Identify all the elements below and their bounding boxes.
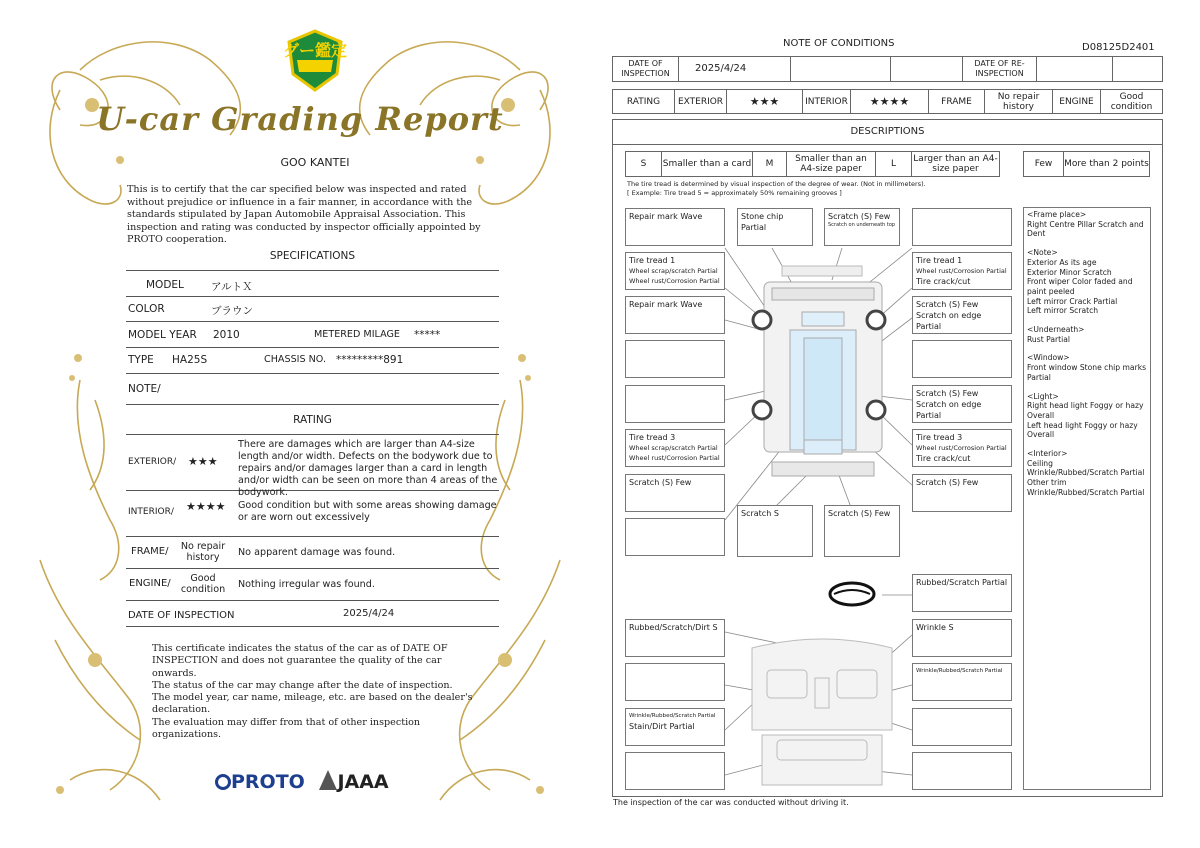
milage-value: ***** <box>414 329 441 341</box>
damage-box-empty-3 <box>912 340 1012 378</box>
damage-box-scratch-edge-2 <box>912 385 1012 423</box>
exterior-stars: ★★★ <box>188 455 218 468</box>
proto-logo-text: PROTO <box>231 771 305 793</box>
scratch-edge-1-label: Scratch (S) Few <box>916 300 979 309</box>
rating-row <box>612 89 1163 114</box>
damage-box-empty-5 <box>625 518 725 556</box>
tire1-right-b: Tire crack/cut <box>916 277 971 286</box>
model-year-label: MODEL YEAR <box>128 329 197 341</box>
disclaimer-line-3: The model year, car name, mileage, etc. are based on the dealer's declaration. <box>152 692 473 716</box>
condition-notes <box>1023 207 1151 790</box>
notes-window: Front window Stone chip marks Partial <box>1027 363 1147 382</box>
scratch-edge-1-sub: Scratch on edge Partial <box>916 311 982 331</box>
interior-rating-row <box>126 490 499 537</box>
frame-value: No repair history <box>180 541 226 563</box>
tire-note-1: The tire tread is determined by visual inspection of the degree of wear. (Not in millimeters). <box>627 180 926 188</box>
date-of-inspection-row <box>126 601 499 627</box>
legend-s: S <box>626 152 662 176</box>
legend-few-desc: More than 2 points <box>1064 159 1149 169</box>
type-value: HA25S <box>172 354 208 366</box>
proto-logo-icon <box>215 774 231 790</box>
color-label: COLOR <box>128 303 165 315</box>
interior-stars: ★★★★ <box>851 90 929 113</box>
type-row <box>126 348 499 374</box>
certificate-disclaimer <box>152 643 482 741</box>
tire3-left-b: Wheel rust/Corrosion Partial <box>629 454 720 462</box>
exterior-label: EXTERIOR <box>675 90 727 113</box>
disclaimer-line-1: This certificate indicates the status of the car as of DATE OF INSPECTION and does not guarantee the quality of the car onwards. <box>152 643 448 679</box>
damage-box-empty-8 <box>625 752 725 790</box>
notes-light: Right head light Foggy or hazy Overall Left head light Foggy or hazy Overall <box>1027 401 1144 440</box>
badge-text: グー鑑定 <box>282 41 348 60</box>
model-row <box>126 270 499 297</box>
damage-box-scratch-edge-1 <box>912 296 1012 334</box>
legend-l: L <box>876 152 912 176</box>
legend-few: Few <box>1024 152 1064 176</box>
tire3-right-label: Tire tread 3 <box>916 433 963 442</box>
damage-box-tire3-right <box>912 429 1012 467</box>
damage-box-tire1-left <box>625 252 725 290</box>
damage-box-repair-wave-1: Repair mark Wave <box>625 208 725 246</box>
model-year-row <box>126 322 499 348</box>
date-label: DATE OF INSPECTION <box>128 610 235 621</box>
damage-box-empty-2 <box>625 340 725 378</box>
report-subtitle: GOO KANTEI <box>280 156 350 169</box>
tire1-left-b: Wheel rust/Corrosion Partial <box>629 277 720 285</box>
damage-box-scratch-top-sub: Scratch on underneath top <box>828 222 896 228</box>
date-value: 2025/4/24 <box>343 608 395 619</box>
blank-cell-2 <box>891 57 963 81</box>
damage-box-repair-wave-2: Repair mark Wave <box>625 296 725 334</box>
scratch-edge-2-sub: Scratch on edge Partial <box>916 400 982 420</box>
scratch-edge-2-label: Scratch (S) Few <box>916 389 979 398</box>
damage-box-wrinkle-s: Wrinkle S <box>912 619 1012 657</box>
note-label: NOTE/ <box>128 383 161 395</box>
engine-label: ENGINE/ <box>129 578 171 589</box>
damage-box-empty-7 <box>912 708 1012 746</box>
engine-desc: Nothing irregular was found. <box>238 579 375 590</box>
legend-l-desc: Larger than an A4-size paper <box>913 154 998 174</box>
damage-box-wrinkle-right <box>912 663 1012 701</box>
engine-value: Good condition <box>180 573 226 595</box>
size-legend <box>625 151 1000 177</box>
note-of-conditions-title: NOTE OF CONDITIONS <box>783 38 895 49</box>
disclaimer-line-4: The evaluation may differ from that of other inspection organizations. <box>152 716 421 741</box>
legend-s-desc: Smaller than a card <box>662 152 753 176</box>
jaaa-logo-icon <box>319 770 337 790</box>
notes-interior-heading: <Interior> <box>1027 449 1068 459</box>
notes-note-heading: <Note> <box>1027 248 1058 258</box>
jaaa-logo-text: JAAA <box>337 771 389 793</box>
wrinkle-left-label: Wrinkle/Rubbed/Scratch Partial <box>629 713 716 719</box>
certify-text: This is to certify that the car specified below was inspected and rated without prejudice or influence in a fair manner, in accordance with the standards stipulated by Japan Automobile Appraisal Association. This inspection and rating was conducted by inspector officially appointed by PROTO cooperation. <box>127 184 481 245</box>
note-row <box>126 374 499 405</box>
damage-box-scratch-top <box>824 208 900 246</box>
damage-box-scratch-few-left: Scratch (S) Few <box>625 474 725 512</box>
specifications-heading: SPECIFICATIONS <box>269 250 356 262</box>
tire1-right-label: Tire tread 1 <box>916 256 963 265</box>
rating-heading: RATING <box>293 414 332 426</box>
logos <box>215 770 389 793</box>
legend-m-desc: Smaller than an A4-size paper <box>787 152 876 176</box>
damage-box-rubbed-dirt: Rubbed/Scratch/Dirt S <box>625 619 725 657</box>
disclaimer-line-2: The status of the car may change after the date of inspection. <box>152 679 453 691</box>
milage-label: METERED MILAGE <box>314 329 400 340</box>
damage-box-empty-1 <box>912 208 1012 246</box>
date-of-inspection-value: 2025/4/24 <box>679 57 791 81</box>
notes-underneath-heading: <Underneath> <box>1027 325 1085 335</box>
color-value: ブラウン <box>211 305 253 317</box>
tire3-left-label: Tire tread 3 <box>629 433 676 442</box>
tire3-left-a: Wheel scrap/scratch Partial <box>629 444 718 452</box>
inspection-footer: The inspection of the car was conducted without driving it. <box>613 798 849 807</box>
interior-stars: ★★★★ <box>186 500 226 513</box>
damage-box-empty-9 <box>912 752 1012 790</box>
damage-box-scratch-top-label: Scratch (S) Few <box>828 212 891 221</box>
reinspection-value-cell <box>1037 57 1113 81</box>
blank-cell-1 <box>791 57 891 81</box>
frame-label: FRAME <box>929 90 985 113</box>
tire-note-2: [ Example: Tire tread 5 = approximately 50% remaining grooves ] <box>627 189 842 197</box>
interior-label: INTERIOR <box>803 90 851 113</box>
damage-box-stain <box>625 708 725 746</box>
notes-underneath: Rust Partial <box>1027 334 1070 344</box>
notes-light-heading: <Light> <box>1027 391 1059 401</box>
color-row <box>126 296 499 322</box>
tire1-right-a: Wheel rust/Corrosion Partial <box>916 267 1007 275</box>
descriptions-heading: DESCRIPTIONS <box>612 119 1163 145</box>
stain-label: Stain/Dirt Partial <box>629 722 695 731</box>
notes-frame-heading: <Frame place> <box>1027 210 1087 219</box>
report-title: U-car Grading Report <box>96 100 504 138</box>
date-row <box>612 56 1163 82</box>
notes-note: Exterior As its age Exterior Minor Scratch Front wiper Color faded and paint peeled Left mirror Crack Partial Left mirror Scratch <box>1027 257 1133 316</box>
damage-box-scratch-s: Scratch S <box>737 505 813 557</box>
report-id: D08125D2401 <box>1082 42 1155 53</box>
damage-box-empty-4 <box>625 385 725 423</box>
model-value: アルトＸ <box>211 281 253 293</box>
notes-window-heading: <Window> <box>1027 353 1070 363</box>
damage-box-scratch-few-right: Scratch (S) Few <box>912 474 1012 512</box>
engine-label: ENGINE <box>1053 90 1101 113</box>
interior-label: INTERIOR/ <box>128 507 174 517</box>
type-label: TYPE <box>128 354 154 366</box>
date-of-inspection-label: DATE OF INSPECTION <box>613 57 679 81</box>
tire1-left-a: Wheel scrap/scratch Partial <box>629 267 718 275</box>
damage-box-tire3-left <box>625 429 725 467</box>
engine-value: Good condition <box>1110 91 1153 112</box>
interior-desc: Good condition but with some areas showing damage or are worn out excessively <box>238 500 497 523</box>
tire3-right-b: Tire crack/cut <box>916 454 971 463</box>
model-label: MODEL <box>146 279 184 291</box>
exterior-stars: ★★★ <box>727 90 803 113</box>
frame-rating-row <box>126 537 499 569</box>
damage-box-steering: Rubbed/Scratch Partial <box>912 574 1012 612</box>
exterior-label: EXTERIOR/ <box>128 457 177 467</box>
date-of-reinspection-label: DATE OF RE-INSPECTION <box>963 57 1037 81</box>
damage-box-stone-chip: Stone chip Partial <box>737 208 813 246</box>
car-top-view-icon <box>753 266 885 476</box>
legend-m: M <box>753 152 787 176</box>
damage-box-tire1-right <box>912 252 1012 290</box>
chassis-value: *********891 <box>336 354 404 366</box>
frame-desc: No apparent damage was found. <box>238 547 396 558</box>
chassis-label: CHASSIS NO. <box>264 354 327 365</box>
frame-value: No repair history <box>985 90 1053 113</box>
frame-label: FRAME/ <box>131 546 169 557</box>
car-interior-view-icon <box>752 639 892 785</box>
engine-rating-row <box>126 569 499 601</box>
tire1-left-label: Tire tread 1 <box>629 256 676 265</box>
notes-interior: Ceiling Wrinkle/Rubbed/Scratch Partial Other trim Wrinkle/Rubbed/Scratch Partial <box>1027 458 1145 497</box>
model-year-value: 2010 <box>213 329 240 341</box>
steering-wheel-icon <box>830 583 874 605</box>
rating-label: RATING <box>613 90 675 113</box>
damage-box-empty-6 <box>625 663 725 701</box>
notes-frame: Right Centre Pillar Scratch and Dent <box>1027 219 1144 239</box>
wrinkle-right-label: Wrinkle/Rubbed/Scratch Partial <box>916 668 1003 674</box>
exterior-desc: There are damages which are larger than A4-size length and/or width. Defects on the bodywork due to repairs and/or damages larger than a card in length and/or width can be seen on more than 4 areas of the bodywork. <box>238 439 498 498</box>
goo-kantei-badge-icon <box>282 30 348 92</box>
exterior-rating-row <box>126 434 499 498</box>
damage-box-scratch-few-bottom: Scratch (S) Few <box>824 505 900 557</box>
few-legend <box>1023 151 1150 177</box>
tire3-right-a: Wheel rust/Corrosion Partial <box>916 444 1007 452</box>
